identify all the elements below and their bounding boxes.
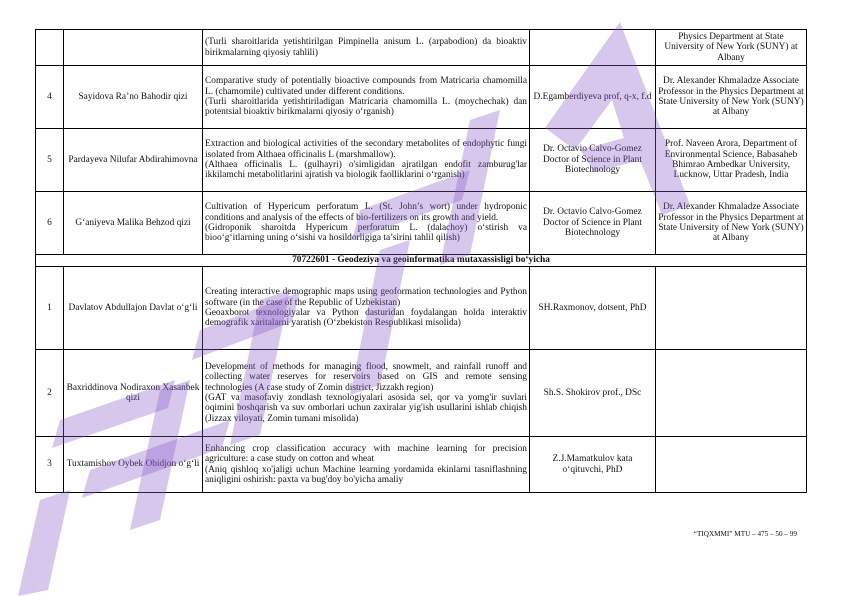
supervisor: Sh.S. Shokirov prof., DSc bbox=[530, 350, 656, 437]
student-name: G‘aniyeva Malika Behzod qizi bbox=[64, 192, 203, 255]
student-name bbox=[64, 30, 203, 66]
consultant: Dr. Alexander Khmaladze Associate Professor in the Physics Department at State University of New York (SUNY) at Albany bbox=[656, 66, 807, 129]
thesis-topic bbox=[203, 437, 530, 493]
thesis-topics-table bbox=[35, 29, 807, 493]
topic-english: Development of methods for managing flood, snowmelt, and rainfall runoff and collecting water reserves for reservoirs based on GIS and remote sensing technologies (A case study of Zomin district, Jizzakh region) bbox=[205, 361, 527, 393]
supervisor: SH.Raxmonov, dotsent, PhD bbox=[530, 267, 656, 350]
topic-uzbek: (Turli sharoitlarida yetishtiriladigan Matricaria chamomilla L. (moychechak) dan potentsial bioaktiv birikmalarni qiyosiy o‘rganish) bbox=[205, 97, 527, 118]
table-row bbox=[36, 267, 807, 350]
topic-uzbek: (Althaea officinalis L. (gulhayri) o'simligidan ajratilgan endofit zamburug'lar ikkilamchi metabolitlarini ajratish va biologik faolliklarini o‘rganish) bbox=[205, 160, 527, 181]
row-number bbox=[36, 30, 64, 66]
page-footer-code: “TIQXMMI” MTU – 475 – 50 – 99 bbox=[693, 530, 797, 538]
consultant: Physics Department at State University of New York (SUNY) at Albany bbox=[656, 30, 807, 66]
topic-uzbek: (Gidroponik sharoitda Hypericum perforatum L. (dalachoy) o‘stirish va bioo‘g‘itlarning uning o‘sishi va hosildorligiga ta’sirini tahlil qilish) bbox=[205, 223, 527, 244]
table-row bbox=[36, 350, 807, 437]
topic-uzbek: Geoaxborot texnologiyalar va Python dasturidan foydalangan holda interaktiv demografik xaritalarni yaratish (O‘zbekiston Respublikasi misolida) bbox=[205, 308, 527, 329]
table-row bbox=[36, 437, 807, 493]
topic-uzbek: (GAT va masofaviy zondlash texnologiyalari asosida sel, qor va yomg'ir suvlari oqimini boshqarish va suv omborlari uchun zaxiralar yig'ish usullarini ishlab chiqish (Jizzax viloyati, Zomin tumani misolida) bbox=[205, 393, 527, 424]
consultant bbox=[656, 437, 807, 493]
topic-english: Enhancing crop classification accuracy with machine learning for precision agriculture: a case study on cotton and wheat bbox=[205, 443, 527, 465]
section-header-row bbox=[36, 255, 807, 267]
topic-english: Comparative study of potentially bioactive compounds from Matricaria chamomilla L. (chamomile) cultivated under different conditions. bbox=[205, 76, 527, 97]
student-name: Sayidova Ra’no Bahodir qizi bbox=[64, 66, 203, 129]
row-number: 6 bbox=[36, 192, 64, 255]
student-name: Davlatov Abdullajon Davlat o‘g‘li bbox=[64, 267, 203, 350]
thesis-topic bbox=[203, 129, 530, 192]
row-number: 4 bbox=[36, 66, 64, 129]
thesis-topic bbox=[203, 66, 530, 129]
row-number: 2 bbox=[36, 350, 64, 437]
row-number: 5 bbox=[36, 129, 64, 192]
consultant: Dr. Alexander Khmaladze Associate Professor in the Physics Department at State University of New York (SUNY) at Albany bbox=[656, 192, 807, 255]
row-number: 1 bbox=[36, 267, 64, 350]
table-row bbox=[36, 66, 807, 129]
consultant bbox=[656, 267, 807, 350]
table-row bbox=[36, 192, 807, 255]
section-title: 70722601 - Geodeziya va geoinformatika mutaxassisligi bo‘yicha bbox=[36, 255, 807, 267]
student-name: Tuxtamishov Oybek Obidjon o‘g‘li bbox=[64, 437, 203, 493]
thesis-topic bbox=[203, 192, 530, 255]
student-name: Pardayeva Nilufar Abdirahimovna bbox=[64, 129, 203, 192]
topic-english: Creating interactive demographic maps using geoformation technologies and Python software (in the case of the Republic of Uzbekistan) bbox=[205, 287, 527, 308]
thesis-topic bbox=[203, 267, 530, 350]
topic-english: Extraction and biological activities of the secondary metabolites of endophytic fungi isolated from Althaea officinalis L (marshmallow). bbox=[205, 139, 527, 160]
consultant bbox=[656, 350, 807, 437]
thesis-topic: (Turli sharoitlarida yetishtirilgan Pimpinella anisum L. (arpabodion) da bioaktiv birikmalarning qiyosiy tahlili) bbox=[203, 30, 530, 66]
row-number: 3 bbox=[36, 437, 64, 493]
supervisor: Dr. Octavio Calvo-Gomez Doctor of Science in Plant Biotechnology bbox=[530, 192, 656, 255]
student-name: Baxriddinova Nodiraxon Xasanbek qizi bbox=[64, 350, 203, 437]
supervisor: D.Egamberdiyeva prof, q-x, f.d bbox=[530, 66, 656, 129]
topic-uzbek: (Aniq qishloq xo'jaligi uchun Machine learning yordamida ekinlarni tasniflashning aniqligini oshirish: paxta va bug'doy bo'yicha amaliy bbox=[205, 464, 527, 485]
table-row bbox=[36, 30, 807, 66]
supervisor: Z.J.Mamatkulov kata o‘qituvchi, PhD bbox=[530, 437, 656, 493]
consultant: Prof. Naveen Arora, Department of Environmental Science, Babasaheb Bhimrao Ambedkar University, Lucknow, Uttar Pradesh, India bbox=[656, 129, 807, 192]
thesis-topic bbox=[203, 350, 530, 437]
supervisor bbox=[530, 30, 656, 66]
table-row bbox=[36, 129, 807, 192]
topic-english: Cultivation of Hypericum perforatum L. (St. John’s wort) under hydroponic conditions and analysis of the effects of bio-fertilizers on its growth and yield. bbox=[205, 202, 527, 223]
supervisor: Dr. Octavio Calvo-Gomez Doctor of Science in Plant Biotechnology bbox=[530, 129, 656, 192]
